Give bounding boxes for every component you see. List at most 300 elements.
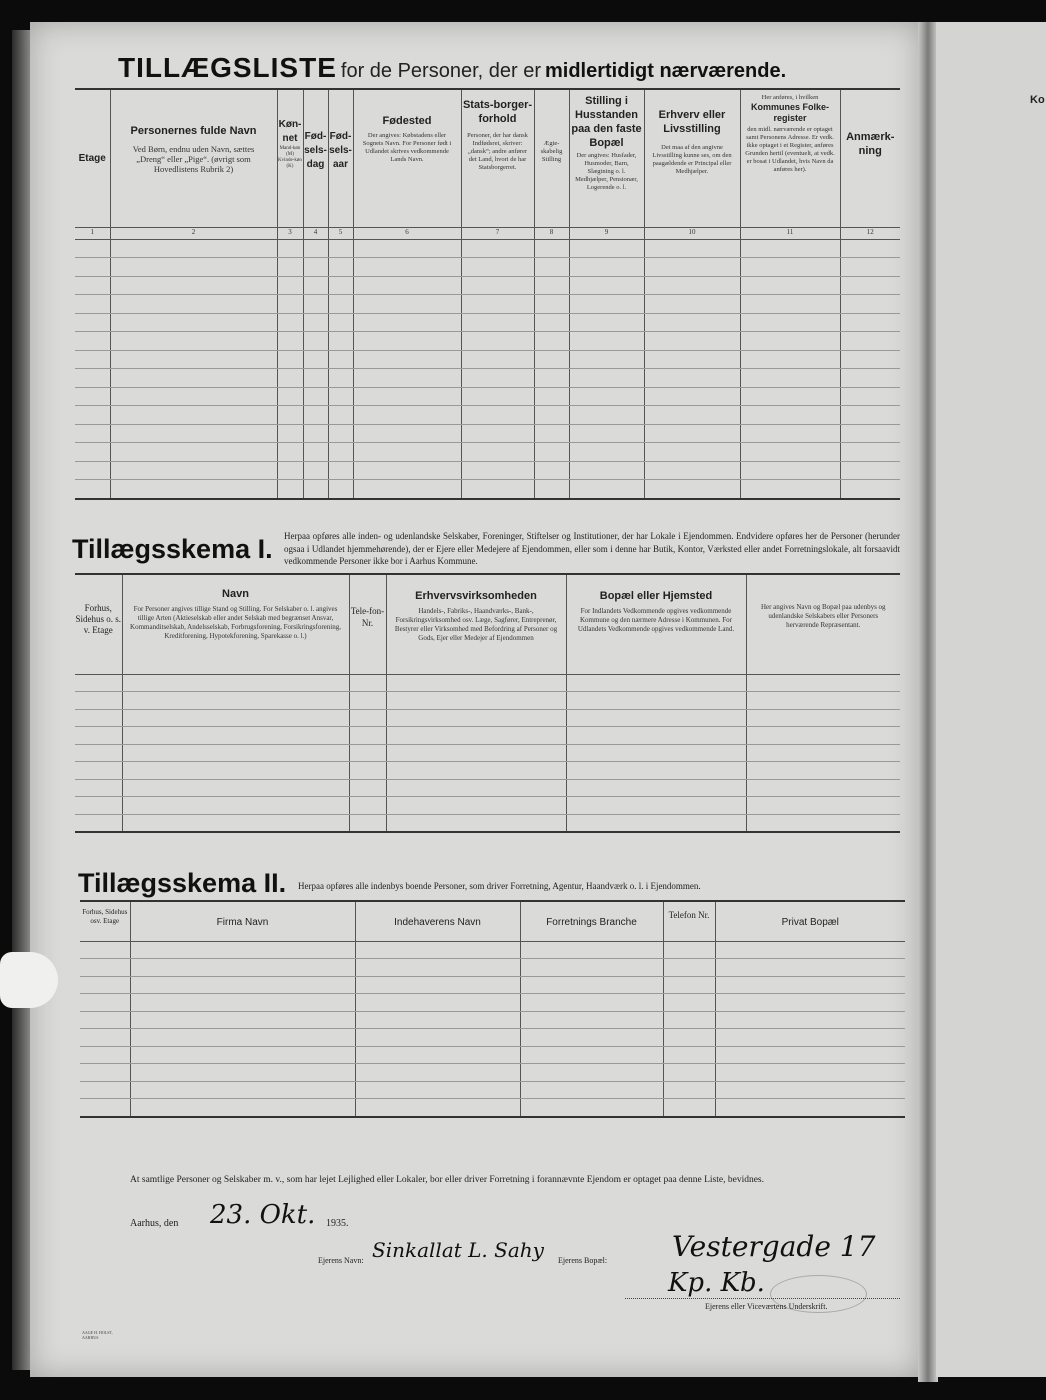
table-cell [328,387,353,406]
table-cell [566,727,746,745]
s2-col-etage: Forhus, Sidehus osv. Etage [82,908,128,925]
skema1-title: Tillægsskema I. [72,534,273,564]
skema2-table [80,900,905,1118]
table-cell [277,424,303,443]
table-cell [534,313,569,332]
table-cell [534,239,569,258]
table-cell [303,276,328,295]
table-cell [644,461,740,480]
table-cell [644,258,740,277]
table-row [75,779,900,797]
table-cell [746,709,900,727]
table-row [75,258,900,277]
table-cell [75,258,110,277]
main-title-rest: for de Personer, der er [340,60,541,82]
col-citizenship-header: Stats-borger-forhold Personer, der har dansk Indfødsret, skriver: „dansk“; andre anfører det Land, hvori de har Statsborgerret. [461,89,534,227]
s2-col-private: Privat Bopæl [715,901,905,941]
table-cell [566,744,746,762]
table-cell [746,814,900,832]
table-cell [80,1064,130,1082]
main-title-big: TILLÆGSLISTE [118,52,337,83]
table-cell [328,443,353,462]
table-cell [569,350,644,369]
table-cell [328,276,353,295]
table-cell [534,350,569,369]
table-cell [277,406,303,425]
table-row [75,814,900,832]
col-birthyear-header: Fød-sels-aar [328,89,353,227]
table-cell [461,387,534,406]
table-cell [740,332,840,351]
table-cell [569,369,644,388]
table-row [80,1011,905,1029]
table-cell [80,1099,130,1117]
table-cell [110,369,277,388]
table-cell [520,1029,663,1047]
table-cell [740,239,840,258]
col-occupation-header: Erhverv eller Livsstilling Det maa af den angivne Livsstilling kunne ses, om den paagældende er Principal eller Medhjælper. [644,89,740,227]
table-cell [740,424,840,443]
table-row [80,1064,905,1082]
table-cell [644,276,740,295]
column-number-row: 1 2 3 4 5 6 7 8 9 10 11 12 [75,227,900,239]
table-row [75,692,900,710]
table-cell [740,406,840,425]
table-row [80,959,905,977]
table-cell [349,727,386,745]
col-register-header: Her anføres, i hvilken Kommunes Folke-register den midl. nærværende er optaget samt Personens Adresse. Er vedk. ikke optaget i et Register, anføres Grunden hertil (eventuelt, at vedk. er bosat i Udlandet, hvis Navn da anføres her). [740,89,840,227]
table-cell [461,406,534,425]
skema1-table [75,573,900,833]
table-cell [277,443,303,462]
table-cell [130,1064,355,1082]
col-etage-header: Etage [78,153,106,164]
table-cell [110,461,277,480]
table-cell [461,369,534,388]
table-cell [353,387,461,406]
col-remark-header: Anmærk-ning [840,89,900,227]
table-cell [569,332,644,351]
table-cell [75,313,110,332]
table-cell [715,1011,905,1029]
table-cell [740,313,840,332]
skema2-intro: Herpaa opføres alle indenbys boende Personer, som driver Forretning, Agentur, Haandværk o. l. i Ejendommen. [298,881,701,891]
table-row [75,674,900,692]
table-cell [644,295,740,314]
table-cell [122,779,349,797]
table-row [80,1099,905,1117]
table-cell [122,727,349,745]
table-cell [110,258,277,277]
table-cell [840,332,900,351]
table-cell [328,295,353,314]
table-cell [130,1011,355,1029]
table-cell [355,994,520,1012]
table-cell [569,295,644,314]
table-cell [110,387,277,406]
table-cell [75,762,122,780]
table-cell [715,941,905,959]
main-title [118,52,786,84]
table-cell [355,976,520,994]
table-cell [80,1081,130,1099]
table-cell [75,369,110,388]
table-cell [534,387,569,406]
table-cell [840,369,900,388]
s1-col-business: Erhvervsvirksomheden Handels-, Fabriks-, Haandværks-, Bank-, Forsikringsvirksomhed osv. Læge, Sagfører, Entreprenør, Bestyrer eller Virksomhed med Befordring af Personer og Gods, Ejer eller Medejer af Ejendommen [386,574,566,674]
table-cell [461,313,534,332]
table-cell [110,313,277,332]
table-cell [534,406,569,425]
table-cell [461,424,534,443]
table-cell [461,443,534,462]
table-cell [566,814,746,832]
table-row [75,797,900,815]
table-cell [277,313,303,332]
table-cell [840,313,900,332]
table-cell [303,239,328,258]
table-row [75,762,900,780]
table-cell [534,332,569,351]
table-cell [130,994,355,1012]
table-cell [746,674,900,692]
table-cell [461,295,534,314]
col-name-header: Personernes fulde Navn Ved Børn, endnu uden Navn, sættes „Dreng“ eller „Pige“. (øvrigt som Hovedlistens Rubrik 2) [110,89,277,227]
table-cell [110,276,277,295]
table-cell [740,387,840,406]
table-cell [715,1064,905,1082]
table-cell [840,480,900,499]
table-cell [644,480,740,499]
table-cell [569,258,644,277]
table-cell [277,350,303,369]
s2-col-branch: Forretnings Branche [520,901,663,941]
table-row [80,941,905,959]
table-cell [355,1064,520,1082]
table-cell [349,762,386,780]
table-cell [277,239,303,258]
footer-place: Aarhus, den [130,1218,179,1229]
owner-name-hand: Sinkallat L. Sahy [372,1238,544,1262]
table-cell [277,276,303,295]
address-hand: Vestergade 17 [672,1230,876,1263]
table-row [75,387,900,406]
table-cell [663,1064,715,1082]
table-cell [461,480,534,499]
table-cell [75,276,110,295]
table-cell [130,1029,355,1047]
table-cell [75,814,122,832]
table-cell [520,1064,663,1082]
table-cell [75,779,122,797]
table-cell [353,424,461,443]
table-cell [328,480,353,499]
table-cell [75,480,110,499]
table-cell [110,332,277,351]
s2-col-owner: Indehaverens Navn [355,901,520,941]
table-cell [534,258,569,277]
table-cell [663,1029,715,1047]
table-cell [569,480,644,499]
table-cell [644,332,740,351]
s1-col-representative: Her angives Navn og Bopæl paa udenbys og udenlandske Selskabers eller Personers herværende Repræsentant. [746,574,900,674]
table-cell [303,461,328,480]
table-cell [75,350,110,369]
table-cell [746,692,900,710]
table-row [75,332,900,351]
table-cell [328,461,353,480]
table-row [80,1046,905,1064]
table-cell [840,443,900,462]
table-cell [80,994,130,1012]
table-cell [644,424,740,443]
table-cell [110,350,277,369]
table-row [75,295,900,314]
table-cell [303,406,328,425]
table-cell [130,1046,355,1064]
s1-col-etage: Forhus, Sidehus o. s. v. Etage [75,603,121,635]
table-cell [349,709,386,727]
table-row [75,480,900,499]
col-household-header: Stilling i Husstanden paa den faste Bopæl Der angives: Husfader, Husmoder, Barn, Slægtning o. l. Medhjælper, Pensionær, Logerende o. l. [569,89,644,227]
table-cell [303,295,328,314]
table-cell [663,1081,715,1099]
table-cell [569,239,644,258]
table-row [75,443,900,462]
table-cell [355,1046,520,1064]
book-spine [918,22,938,1382]
table-cell [353,258,461,277]
table-cell [353,276,461,295]
table-cell [840,239,900,258]
table-cell [80,941,130,959]
table-cell [840,258,900,277]
table-cell [353,369,461,388]
table-cell [303,443,328,462]
col-birthday-header: Fød-sels-dag [303,89,328,227]
table-cell [75,461,110,480]
table-row [75,461,900,480]
table-cell [746,797,900,815]
table-cell [328,313,353,332]
table-cell [75,424,110,443]
table-cell [110,443,277,462]
table-cell [353,332,461,351]
table-cell [386,709,566,727]
col-birthplace-header: Fødested Der angives: Købstadens eller Sognets Navn. For Personer født i Udlandet skrives vedkommende Lands Navn. [353,89,461,227]
s1-col-phone: Tele-fon-Nr. [349,574,386,674]
table-cell [746,779,900,797]
table-cell [569,313,644,332]
table-cell [386,814,566,832]
table-cell [569,387,644,406]
table-cell [715,1046,905,1064]
table-row [75,709,900,727]
address-label: Ejerens Bopæl: [558,1256,608,1265]
table-cell [566,797,746,815]
table-cell [569,443,644,462]
table-cell [75,443,110,462]
table-cell [715,1099,905,1117]
table-cell [740,369,840,388]
table-cell [520,1081,663,1099]
table-cell [349,797,386,815]
table-cell [663,994,715,1012]
owner-label: Ejerens Navn: [318,1256,364,1265]
main-title-bold: midlertidigt nærværende. [545,60,787,82]
signature-line [625,1298,900,1299]
table-cell [715,994,905,1012]
table-cell [130,959,355,977]
table-cell [75,674,122,692]
table-row [75,350,900,369]
table-cell [569,461,644,480]
facing-page-mark: Ko [1030,94,1045,106]
table-row [80,976,905,994]
table-cell [130,1081,355,1099]
table-cell [328,258,353,277]
table-cell [277,295,303,314]
table-cell [386,779,566,797]
table-cell [840,387,900,406]
table-cell [355,1099,520,1117]
table-cell [355,959,520,977]
table-cell [644,350,740,369]
table-cell [353,461,461,480]
table-cell [461,258,534,277]
table-row [80,1029,905,1047]
table-cell [75,744,122,762]
table-cell [75,797,122,815]
table-cell [349,692,386,710]
table-cell [534,480,569,499]
table-cell [840,276,900,295]
printer-mark: AAGE H. HOLST, AARHUS [82,1330,113,1340]
table-cell [520,976,663,994]
table-cell [386,674,566,692]
table-cell [715,959,905,977]
table-cell [122,797,349,815]
table-cell [740,258,840,277]
table-cell [122,709,349,727]
table-cell [277,387,303,406]
table-cell [566,692,746,710]
table-cell [353,313,461,332]
table-cell [303,387,328,406]
table-cell [80,1011,130,1029]
table-cell [122,674,349,692]
table-cell [740,276,840,295]
table-cell [122,744,349,762]
table-cell [566,674,746,692]
table-cell [644,369,740,388]
table-cell [353,443,461,462]
table-cell [80,959,130,977]
table-cell [130,976,355,994]
table-cell [461,350,534,369]
table-cell [534,295,569,314]
table-cell [715,976,905,994]
table-cell [663,1046,715,1064]
signature-label: Ejerens eller Viceværtens Underskrift. [705,1302,828,1311]
table-cell [740,461,840,480]
paper-clip [0,952,58,1008]
footer-year: 1935. [326,1218,349,1229]
table-cell [520,1011,663,1029]
table-cell [520,994,663,1012]
table-cell [746,762,900,780]
main-table [75,88,900,500]
table-cell [534,424,569,443]
table-row [75,406,900,425]
table-cell [740,480,840,499]
table-cell [520,959,663,977]
table-cell [386,797,566,815]
table-row [75,276,900,295]
table-cell [566,709,746,727]
table-row [75,369,900,388]
table-cell [80,1046,130,1064]
table-cell [461,276,534,295]
table-cell [277,258,303,277]
table-cell [534,461,569,480]
table-cell [840,461,900,480]
table-cell [277,461,303,480]
table-cell [355,1011,520,1029]
table-row [75,727,900,745]
footer-date-hand: 23. Okt. [210,1200,316,1230]
table-cell [461,332,534,351]
col-sex-header: Køn-net Mand-køn (M) Kvinde-køn (K) [277,89,303,227]
table-cell [534,369,569,388]
table-cell [740,350,840,369]
table-cell [349,744,386,762]
signature-hand: Kp. Kb. [668,1268,765,1298]
table-cell [328,350,353,369]
table-row [75,744,900,762]
table-cell [566,762,746,780]
table-cell [644,239,740,258]
table-cell [746,727,900,745]
table-cell [303,332,328,351]
table-cell [80,1029,130,1047]
skema2-title: Tillægsskema II. [78,868,287,898]
table-cell [328,406,353,425]
table-cell [461,461,534,480]
table-cell [644,313,740,332]
table-cell [110,295,277,314]
table-cell [349,814,386,832]
table-cell [386,692,566,710]
table-cell [663,1099,715,1117]
table-cell [663,941,715,959]
table-row [80,1081,905,1099]
table-cell [303,369,328,388]
table-cell [303,350,328,369]
table-cell [328,239,353,258]
table-cell [75,387,110,406]
table-row [75,313,900,332]
table-cell [566,779,746,797]
table-cell [663,976,715,994]
table-cell [840,295,900,314]
table-cell [386,727,566,745]
table-cell [715,1081,905,1099]
table-cell [644,406,740,425]
table-cell [75,239,110,258]
col-marital-header: Ægte-skabelig Stilling [534,89,569,227]
table-cell [328,424,353,443]
